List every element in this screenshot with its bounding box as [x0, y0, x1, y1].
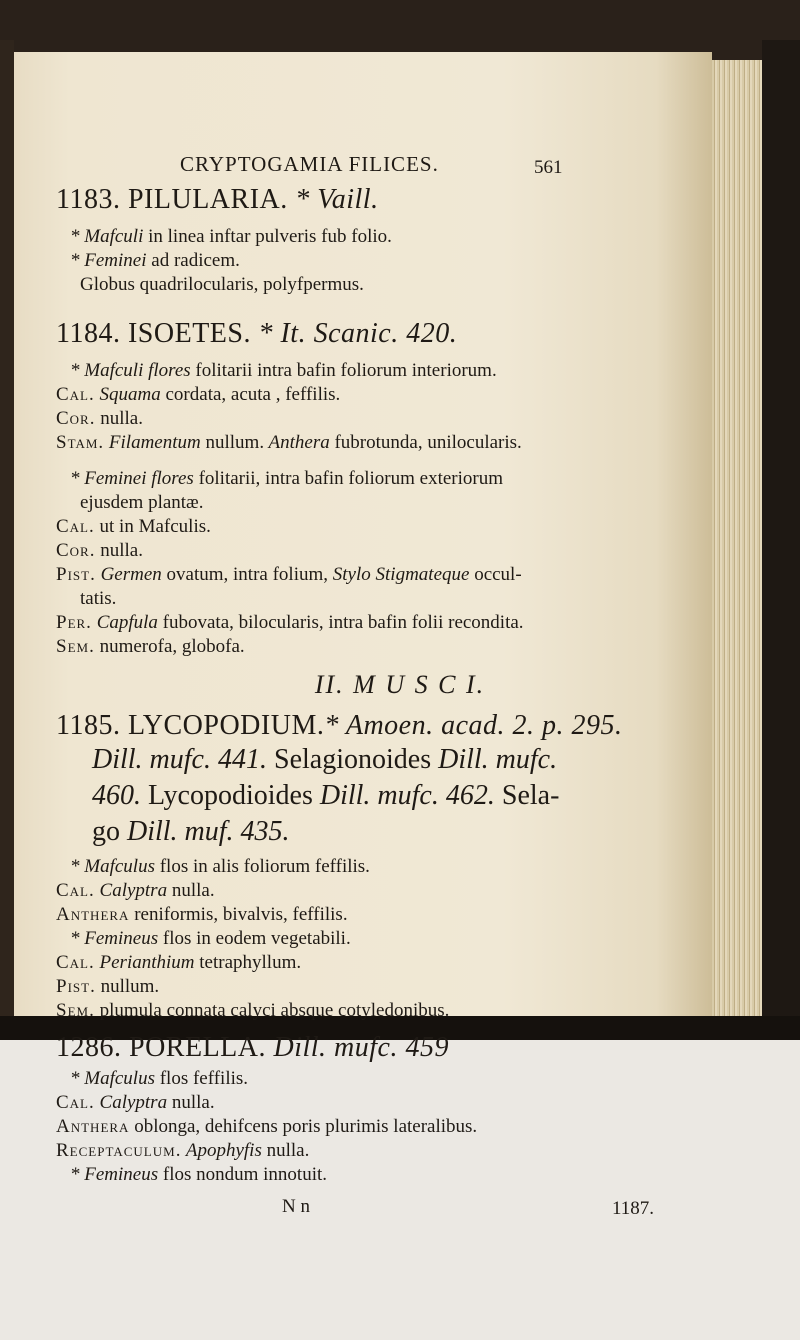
- text-line: Cor. nulla.: [56, 540, 143, 561]
- genus-heading-pilularia: 1183. PILULARIA. * Vaill.: [56, 184, 379, 215]
- text-line: ejusdem plantæ.: [80, 492, 204, 513]
- text-line: Receptaculum. Apophyfis nulla.: [56, 1140, 310, 1161]
- text-line: * Femineus flos nondum innotuit.: [70, 1164, 328, 1185]
- text-line: * Mafculi in linea inftar pulveris fub folio.: [70, 226, 392, 247]
- text-line: * Mafculi flores folitarii intra bafin foliorum interiorum.: [70, 360, 497, 381]
- book-cover-right: [762, 40, 800, 1040]
- order-heading-musci: II. M U S C I.: [314, 670, 486, 699]
- text-line: * Mafculus flos in alis foliorum feffilis.: [70, 856, 370, 877]
- text-line: tatis.: [80, 588, 117, 609]
- text-line: Anthera oblonga, dehifcens poris plurimis lateralibus.: [56, 1116, 478, 1137]
- catchword: 1187.: [612, 1198, 655, 1219]
- text-line: Cal. Squama cordata, acuta , feffilis.: [56, 384, 341, 405]
- text-line: Cal. Calyptra nulla.: [56, 1092, 215, 1113]
- text-line: Pist. Germen ovatum, intra folium, Stylo Stigmateque occul-: [56, 564, 522, 585]
- signature-mark: N n: [282, 1196, 310, 1217]
- text-line: * Mafculus flos feffilis.: [70, 1068, 249, 1089]
- book-cover-left: [0, 40, 14, 1040]
- text-line: Stam. Filamentum nullum. Anthera fubrotunda, unilocularis.: [56, 432, 522, 453]
- text-line: Sem. plumula connata calyci absque cotyledonibus.: [56, 1000, 450, 1021]
- text-line: Pist. nullum.: [56, 976, 160, 997]
- genus-heading-lycopodium: 1185. LYCOPODIUM.* Amoen. acad. 2. p. 295.: [56, 710, 623, 741]
- text-line: Globus quadrilocularis, polyfpermus.: [80, 274, 364, 295]
- text-line: 460. Lycopodioides Dill. mufc. 462. Sela-: [92, 780, 560, 811]
- text-line: Anthera reniformis, bivalvis, feffilis.: [56, 904, 348, 925]
- text-line: Cal. Perianthium tetraphyllum.: [56, 952, 302, 973]
- genus-heading-isoetes: 1184. ISOETES. * It. Scanic. 420.: [56, 318, 458, 349]
- text-line: * Feminei ad radicem.: [70, 250, 240, 271]
- text-line: * Feminei flores folitarii, intra bafin foliorum exteriorum: [70, 468, 504, 489]
- text-line: * Femineus flos in eodem vegetabili.: [70, 928, 351, 949]
- text-line: Cal. ut in Mafculis.: [56, 516, 211, 537]
- text-line: Dill. mufc. 441. Selagionoides Dill. mufc.: [92, 744, 558, 775]
- text-line: Cal. Calyptra nulla.: [56, 880, 215, 901]
- genus-heading-porella: 1286. PORELLA. Dill. mufc. 459: [56, 1032, 449, 1063]
- page-number: 561: [534, 157, 563, 178]
- text-line: Sem. numerofa, globofa.: [56, 636, 245, 657]
- text-line: Cor. nulla.: [56, 408, 143, 429]
- text-line: go Dill. muf. 435.: [92, 816, 290, 847]
- running-head: CRYPTOGAMIA FILICES.: [180, 152, 439, 176]
- text-line: Per. Capfula fubovata, bilocularis, intra bafin folii recondita.: [56, 612, 524, 633]
- page-edges: [712, 60, 762, 1020]
